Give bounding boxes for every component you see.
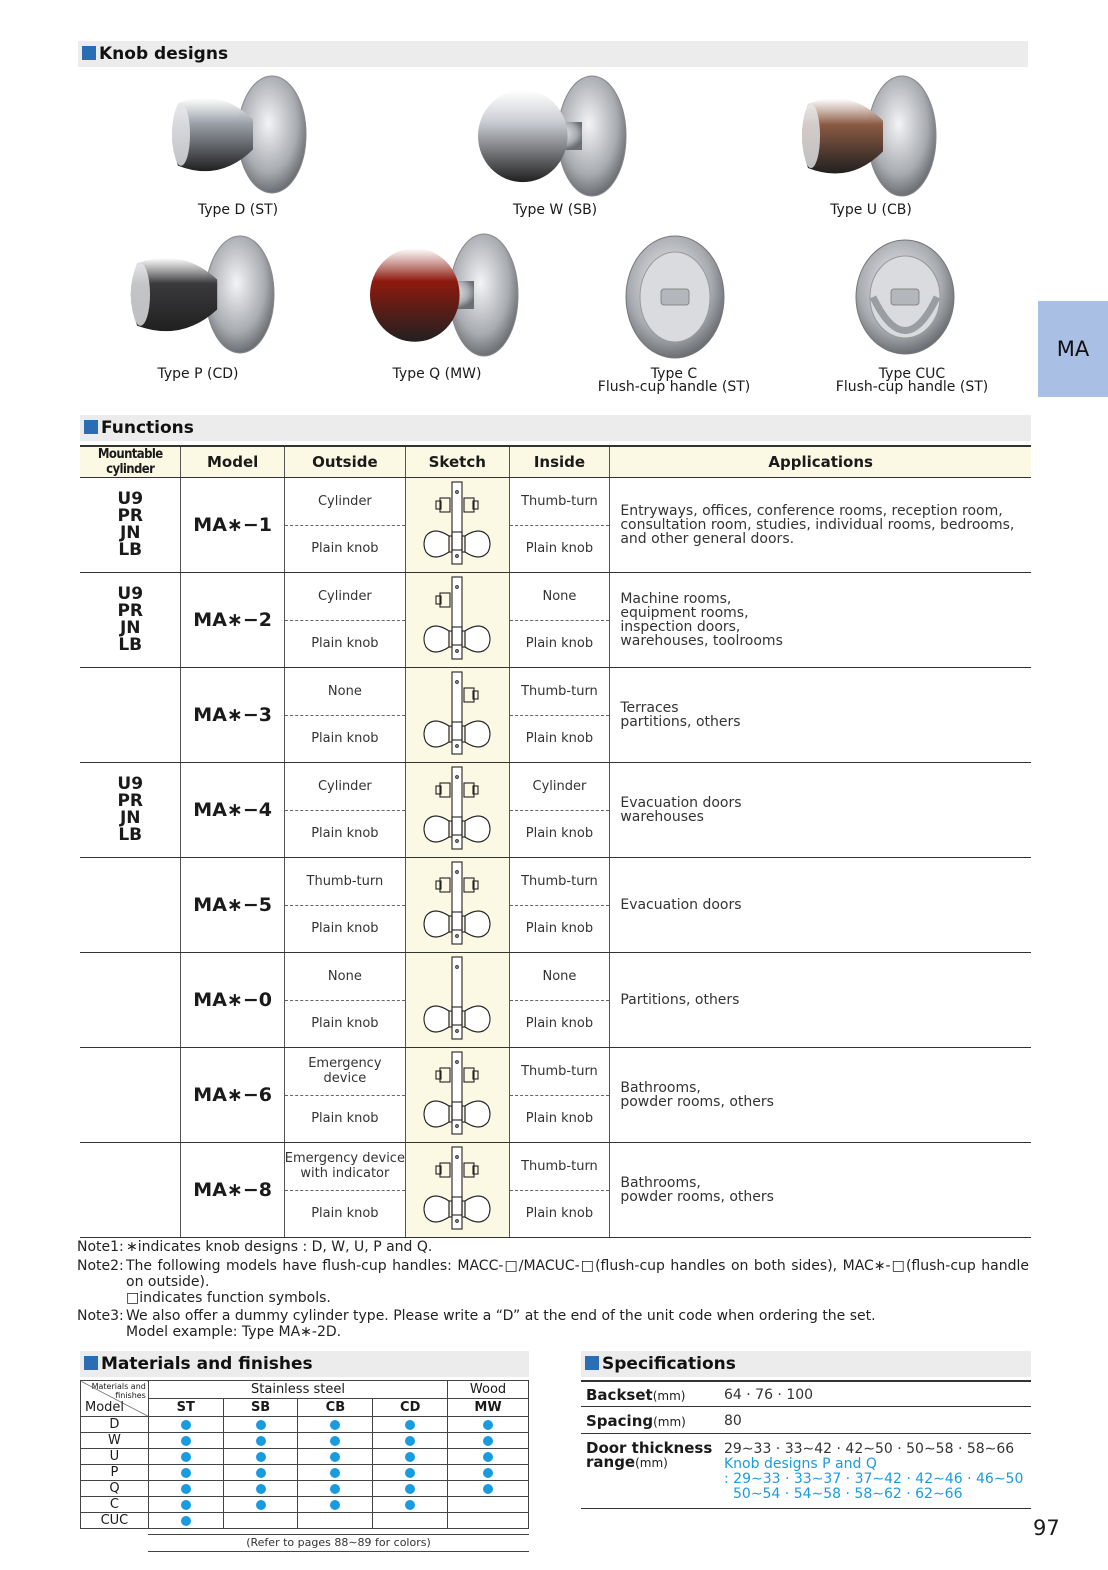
applications-cell (610, 668, 1031, 763)
inside-bottom: Plain knob (525, 731, 594, 747)
model-cell (181, 763, 284, 858)
availability-cell (448, 1497, 529, 1513)
column-header: Applications (610, 446, 1031, 478)
specifications-heading: Specifications (581, 1351, 1031, 1377)
model-code: MA∗−6 (193, 1084, 272, 1106)
outside-cell (284, 858, 405, 953)
mountable-cylinder: U9 PR JN LB (117, 584, 144, 655)
note-text: ∗indicates knob designs : D, W, U, P and Q. (126, 1239, 433, 1255)
column-header: Outside (284, 446, 405, 478)
outside-top: None (285, 668, 405, 716)
availability-cell (373, 1497, 448, 1513)
door-pq-line1: : 29∼33 · 33∼37 · 37∼42 · 42∼46 · 46∼50 (724, 1471, 1024, 1487)
applications-text: Bathrooms, powder rooms, others (620, 1175, 774, 1205)
mountable-cylinder-cell (80, 1048, 181, 1143)
spacing-value: 80 (724, 1413, 742, 1429)
applications-text: Evacuation doors (620, 897, 742, 913)
lock-sketch-icon (406, 1145, 509, 1236)
model-code: MA∗−4 (193, 799, 272, 821)
model-cell (181, 1048, 284, 1143)
availability-cell (148, 1449, 223, 1465)
model-letter: U (81, 1449, 149, 1465)
outside-top: Cylinder (285, 573, 405, 621)
knob-image (620, 232, 730, 362)
available-dot-icon (330, 1484, 340, 1494)
model-cell (181, 668, 284, 763)
note-label: Note1: (77, 1239, 124, 1255)
available-dot-icon (405, 1468, 415, 1478)
inside-cell (509, 953, 610, 1048)
knob-caption: Type W (SB) (512, 202, 598, 218)
applications-cell (610, 478, 1031, 573)
applications-cell (610, 858, 1031, 953)
available-dot-icon (256, 1468, 266, 1478)
function-row (80, 573, 1031, 668)
availability-cell (298, 1433, 373, 1449)
available-dot-icon (483, 1420, 493, 1430)
materials-row (81, 1465, 529, 1481)
column-header: Inside (509, 446, 610, 478)
outside-cell (284, 668, 405, 763)
lock-sketch-icon (406, 955, 509, 1046)
inside-bottom: Plain knob (525, 541, 594, 557)
outside-cell (284, 1048, 405, 1143)
finish-column-header: MW (448, 1399, 529, 1417)
inside-bottom: Plain knob (525, 1111, 594, 1127)
materials-corner-cell (81, 1381, 149, 1417)
availability-cell (448, 1513, 529, 1529)
page-number: 97 (1033, 1516, 1060, 1540)
applications-cell (610, 1048, 1031, 1143)
available-dot-icon (181, 1468, 191, 1478)
available-dot-icon (181, 1484, 191, 1494)
outside-bottom: Plain knob (311, 731, 379, 747)
door-label-2: range (586, 1453, 636, 1471)
door-label-1: Door thickness (586, 1439, 713, 1457)
availability-cell (373, 1433, 448, 1449)
function-row (80, 763, 1031, 858)
model-letter: W (81, 1433, 149, 1449)
function-row (80, 668, 1031, 763)
inside-cell (509, 478, 610, 573)
function-row (80, 478, 1031, 573)
mountable-cylinder-cell (80, 668, 181, 763)
section-square-icon (82, 46, 96, 60)
available-dot-icon (405, 1420, 415, 1430)
availability-cell (298, 1497, 373, 1513)
column-header: Mountable cylinder (80, 446, 181, 478)
mountable-cylinder-cell (80, 478, 181, 573)
availability-cell (373, 1465, 448, 1481)
inside-top: Thumb-turn (510, 668, 610, 716)
applications-text: Machine rooms, equipment rooms, inspection doors, warehouses, toolrooms (620, 591, 783, 649)
model-code: MA∗−8 (193, 1179, 272, 1201)
model-letter: C (81, 1497, 149, 1513)
available-dot-icon (483, 1436, 493, 1446)
available-dot-icon (181, 1420, 191, 1430)
available-dot-icon (181, 1500, 191, 1510)
notes (77, 1239, 1029, 1343)
inside-cell (509, 573, 610, 668)
column-header: Model (181, 446, 284, 478)
sketch-cell (405, 1143, 509, 1238)
inside-top: None (510, 953, 610, 1001)
unit-label: (mm) (635, 1456, 668, 1470)
model-cell (181, 478, 284, 573)
door-thickness-value: 29∼33 · 33∼42 · 42∼50 · 50∼58 · 58∼66 (724, 1441, 1015, 1457)
model-code: MA∗−1 (193, 514, 272, 536)
availability-cell (373, 1513, 448, 1529)
mountable-cylinder-cell (80, 573, 181, 668)
lock-sketch-icon (406, 765, 509, 856)
availability-cell (373, 1449, 448, 1465)
model-code: MA∗−2 (193, 609, 272, 631)
mountable-cylinder-cell (80, 763, 181, 858)
applications-cell (610, 953, 1031, 1048)
applications-cell (610, 573, 1031, 668)
availability-cell (148, 1513, 223, 1529)
model-cell (181, 953, 284, 1048)
available-dot-icon (483, 1452, 493, 1462)
availability-cell (148, 1465, 223, 1481)
availability-cell (448, 1449, 529, 1465)
available-dot-icon (256, 1500, 266, 1510)
availability-cell (373, 1481, 448, 1497)
spec-row-door-thickness (581, 1434, 1031, 1509)
availability-cell (298, 1449, 373, 1465)
outside-cell (284, 953, 405, 1048)
materials-row (81, 1433, 529, 1449)
availability-cell (448, 1417, 529, 1433)
inside-bottom: Plain knob (525, 1206, 594, 1222)
inside-cell (509, 763, 610, 858)
finish-column-header: CD (373, 1399, 448, 1417)
side-tab: MA (1038, 301, 1108, 397)
applications-text: Partitions, others (620, 992, 740, 1008)
knob-caption: Type Q (MW) (392, 366, 482, 382)
backset-value: 64 · 76 · 100 (724, 1387, 814, 1403)
inside-cell (509, 668, 610, 763)
outside-top: Thumb-turn (285, 858, 405, 906)
available-dot-icon (330, 1452, 340, 1462)
function-row (80, 1143, 1031, 1238)
inside-top: Cylinder (510, 763, 610, 811)
knob-caption: Type U (CB) (830, 202, 912, 218)
mountable-cylinder-cell (80, 953, 181, 1048)
inside-top: None (510, 573, 610, 621)
inside-cell (509, 858, 610, 953)
outside-bottom: Plain knob (311, 1016, 379, 1032)
inside-top: Thumb-turn (510, 478, 610, 526)
availability-cell (223, 1449, 298, 1465)
model-cell (181, 858, 284, 953)
applications-cell (610, 763, 1031, 858)
availability-cell (298, 1481, 373, 1497)
outside-bottom: Plain knob (311, 1111, 379, 1127)
sketch-cell (405, 953, 509, 1048)
mountable-cylinder-cell (80, 858, 181, 953)
lock-sketch-icon (406, 1050, 509, 1141)
outside-top: Emergency device (285, 1048, 405, 1096)
spec-row-spacing (581, 1407, 1031, 1434)
section-square-icon (585, 1356, 599, 1370)
corner-top-label: Materials and finishes (91, 1382, 146, 1400)
materials-footnote: (Refer to pages 88∼89 for colors) (148, 1534, 529, 1552)
availability-cell (223, 1497, 298, 1513)
inside-bottom: Plain knob (525, 1016, 594, 1032)
note-label: Note3: (77, 1308, 124, 1324)
knob-image (790, 72, 940, 200)
sketch-cell (405, 763, 509, 858)
outside-cell (284, 1143, 405, 1238)
functions-heading: Functions (80, 415, 1031, 441)
outside-bottom: Plain knob (311, 921, 379, 937)
availability-cell (223, 1513, 298, 1529)
outside-top: None (285, 953, 405, 1001)
inside-top: Thumb-turn (510, 858, 610, 906)
model-code: MA∗−3 (193, 704, 272, 726)
availability-cell (298, 1417, 373, 1433)
functions-table (80, 445, 1031, 1238)
available-dot-icon (405, 1436, 415, 1446)
knob-image (118, 232, 278, 357)
available-dot-icon (181, 1516, 191, 1526)
availability-cell (448, 1465, 529, 1481)
available-dot-icon (256, 1420, 266, 1430)
availability-cell (448, 1433, 529, 1449)
applications-text: Terraces partitions, others (620, 700, 741, 730)
knob-caption: Type C Flush-cup handle (ST) (597, 366, 751, 395)
applications-text: Bathrooms, powder rooms, others (620, 1080, 774, 1110)
materials-row (81, 1417, 529, 1433)
model-code: MA∗−0 (193, 989, 272, 1011)
inside-cell (509, 1048, 610, 1143)
inside-top: Thumb-turn (510, 1048, 610, 1096)
materials-row (81, 1449, 529, 1465)
available-dot-icon (483, 1484, 493, 1494)
available-dot-icon (405, 1452, 415, 1462)
lock-sketch-icon (406, 480, 509, 571)
availability-cell (223, 1433, 298, 1449)
knob-caption: Type D (ST) (197, 202, 279, 218)
materials-row (81, 1497, 529, 1513)
inside-bottom: Plain knob (525, 636, 594, 652)
available-dot-icon (256, 1484, 266, 1494)
function-row (80, 858, 1031, 953)
model-code: MA∗−5 (193, 894, 272, 916)
model-letter: D (81, 1417, 149, 1433)
outside-bottom: Plain knob (311, 541, 379, 557)
column-header: Sketch (405, 446, 509, 478)
availability-cell (148, 1481, 223, 1497)
functions-header-row (80, 446, 1031, 478)
note-text: We also offer a dummy cylinder type. Please write a “D” at the end of the unit code when ordering the set. Model example: Type MA∗-2D. (126, 1308, 876, 1340)
available-dot-icon (330, 1436, 340, 1446)
inside-bottom: Plain knob (525, 921, 594, 937)
sketch-cell (405, 1048, 509, 1143)
materials-row (81, 1513, 529, 1529)
available-dot-icon (330, 1500, 340, 1510)
outside-cell (284, 573, 405, 668)
outside-bottom: Plain knob (311, 1206, 379, 1222)
unit-label: (mm) (652, 1389, 686, 1403)
note (77, 1258, 1029, 1306)
finish-column-header: ST (148, 1399, 223, 1417)
availability-cell (148, 1417, 223, 1433)
function-row (80, 1048, 1031, 1143)
outside-top: Cylinder (285, 478, 405, 526)
availability-cell (298, 1465, 373, 1481)
finish-column-header: CB (298, 1399, 373, 1417)
availability-cell (148, 1497, 223, 1513)
sketch-cell (405, 478, 509, 573)
sketch-cell (405, 858, 509, 953)
note (77, 1239, 1029, 1255)
available-dot-icon (256, 1452, 266, 1462)
note (77, 1308, 1029, 1340)
inside-top: Thumb-turn (510, 1143, 610, 1191)
function-row (80, 953, 1031, 1048)
model-cell (181, 1143, 284, 1238)
model-letter: P (81, 1465, 149, 1481)
available-dot-icon (330, 1420, 340, 1430)
lock-sketch-icon (406, 860, 509, 951)
sketch-cell (405, 573, 509, 668)
availability-cell (148, 1433, 223, 1449)
applications-text: Evacuation doors warehouses (620, 795, 742, 825)
corner-bottom-label: Model (85, 1400, 125, 1415)
model-cell (181, 573, 284, 668)
outside-top: Cylinder (285, 763, 405, 811)
availability-cell (448, 1481, 529, 1497)
applications-text: Entryways, offices, conference rooms, reception room, consultation room, studies, individual rooms, bedrooms, and other general doors. (620, 503, 1015, 547)
spec-row-backset (581, 1380, 1031, 1407)
outside-top: Emergency device with indicator (285, 1143, 405, 1191)
outside-cell (284, 763, 405, 858)
section-square-icon (84, 1356, 98, 1370)
knob-caption: Type P (CD) (157, 366, 239, 382)
available-dot-icon (483, 1468, 493, 1478)
group-stainless-steel: Stainless steel (148, 1381, 447, 1399)
knob-image (850, 236, 960, 358)
outside-bottom: Plain knob (311, 636, 379, 652)
knob-designs-heading: Knob designs (78, 41, 1028, 67)
door-pq-line2: 50∼54 · 54∼58 · 58∼62 · 62∼66 (733, 1486, 963, 1502)
availability-cell (223, 1465, 298, 1481)
outside-bottom: Plain knob (311, 826, 379, 842)
knob-caption: Type CUC Flush-cup handle (ST) (835, 366, 989, 395)
door-pq-title: Knob designs P and Q (724, 1456, 877, 1472)
section-square-icon (84, 420, 98, 434)
knob-image (160, 72, 310, 197)
available-dot-icon (181, 1452, 191, 1462)
inside-bottom: Plain knob (525, 826, 594, 842)
note-text: The following models have flush-cup handles: MACC-□∕MACUC-□(flush-cup handles on both sides), MAC∗-□(flush-cup handle on outside). □indicates function symbols. (126, 1258, 1029, 1306)
note-label: Note2: (77, 1258, 124, 1274)
applications-cell (610, 1143, 1031, 1238)
unit-label: (mm) (653, 1415, 686, 1429)
available-dot-icon (405, 1484, 415, 1494)
availability-cell (223, 1481, 298, 1497)
materials-row (81, 1481, 529, 1497)
lock-sketch-icon (406, 670, 509, 761)
knob-image (362, 230, 522, 360)
backset-label: Backset (586, 1386, 653, 1404)
availability-cell (223, 1417, 298, 1433)
materials-table (80, 1380, 529, 1529)
mountable-cylinder: U9 PR JN LB (117, 774, 144, 845)
available-dot-icon (330, 1468, 340, 1478)
available-dot-icon (256, 1436, 266, 1446)
availability-cell (373, 1417, 448, 1433)
group-wood: Wood (448, 1381, 529, 1399)
model-letter: CUC (81, 1513, 149, 1529)
sketch-cell (405, 668, 509, 763)
available-dot-icon (405, 1500, 415, 1510)
outside-cell (284, 478, 405, 573)
materials-heading: Materials and finishes (80, 1351, 529, 1377)
finish-column-header: SB (223, 1399, 298, 1417)
inside-cell (509, 1143, 610, 1238)
knob-image (470, 72, 630, 200)
available-dot-icon (181, 1436, 191, 1446)
spacing-label: Spacing (586, 1412, 654, 1430)
lock-sketch-icon (406, 575, 509, 666)
model-letter: Q (81, 1481, 149, 1497)
mountable-cylinder-cell (80, 1143, 181, 1238)
mountable-cylinder: U9 PR JN LB (117, 489, 144, 560)
availability-cell (298, 1513, 373, 1529)
